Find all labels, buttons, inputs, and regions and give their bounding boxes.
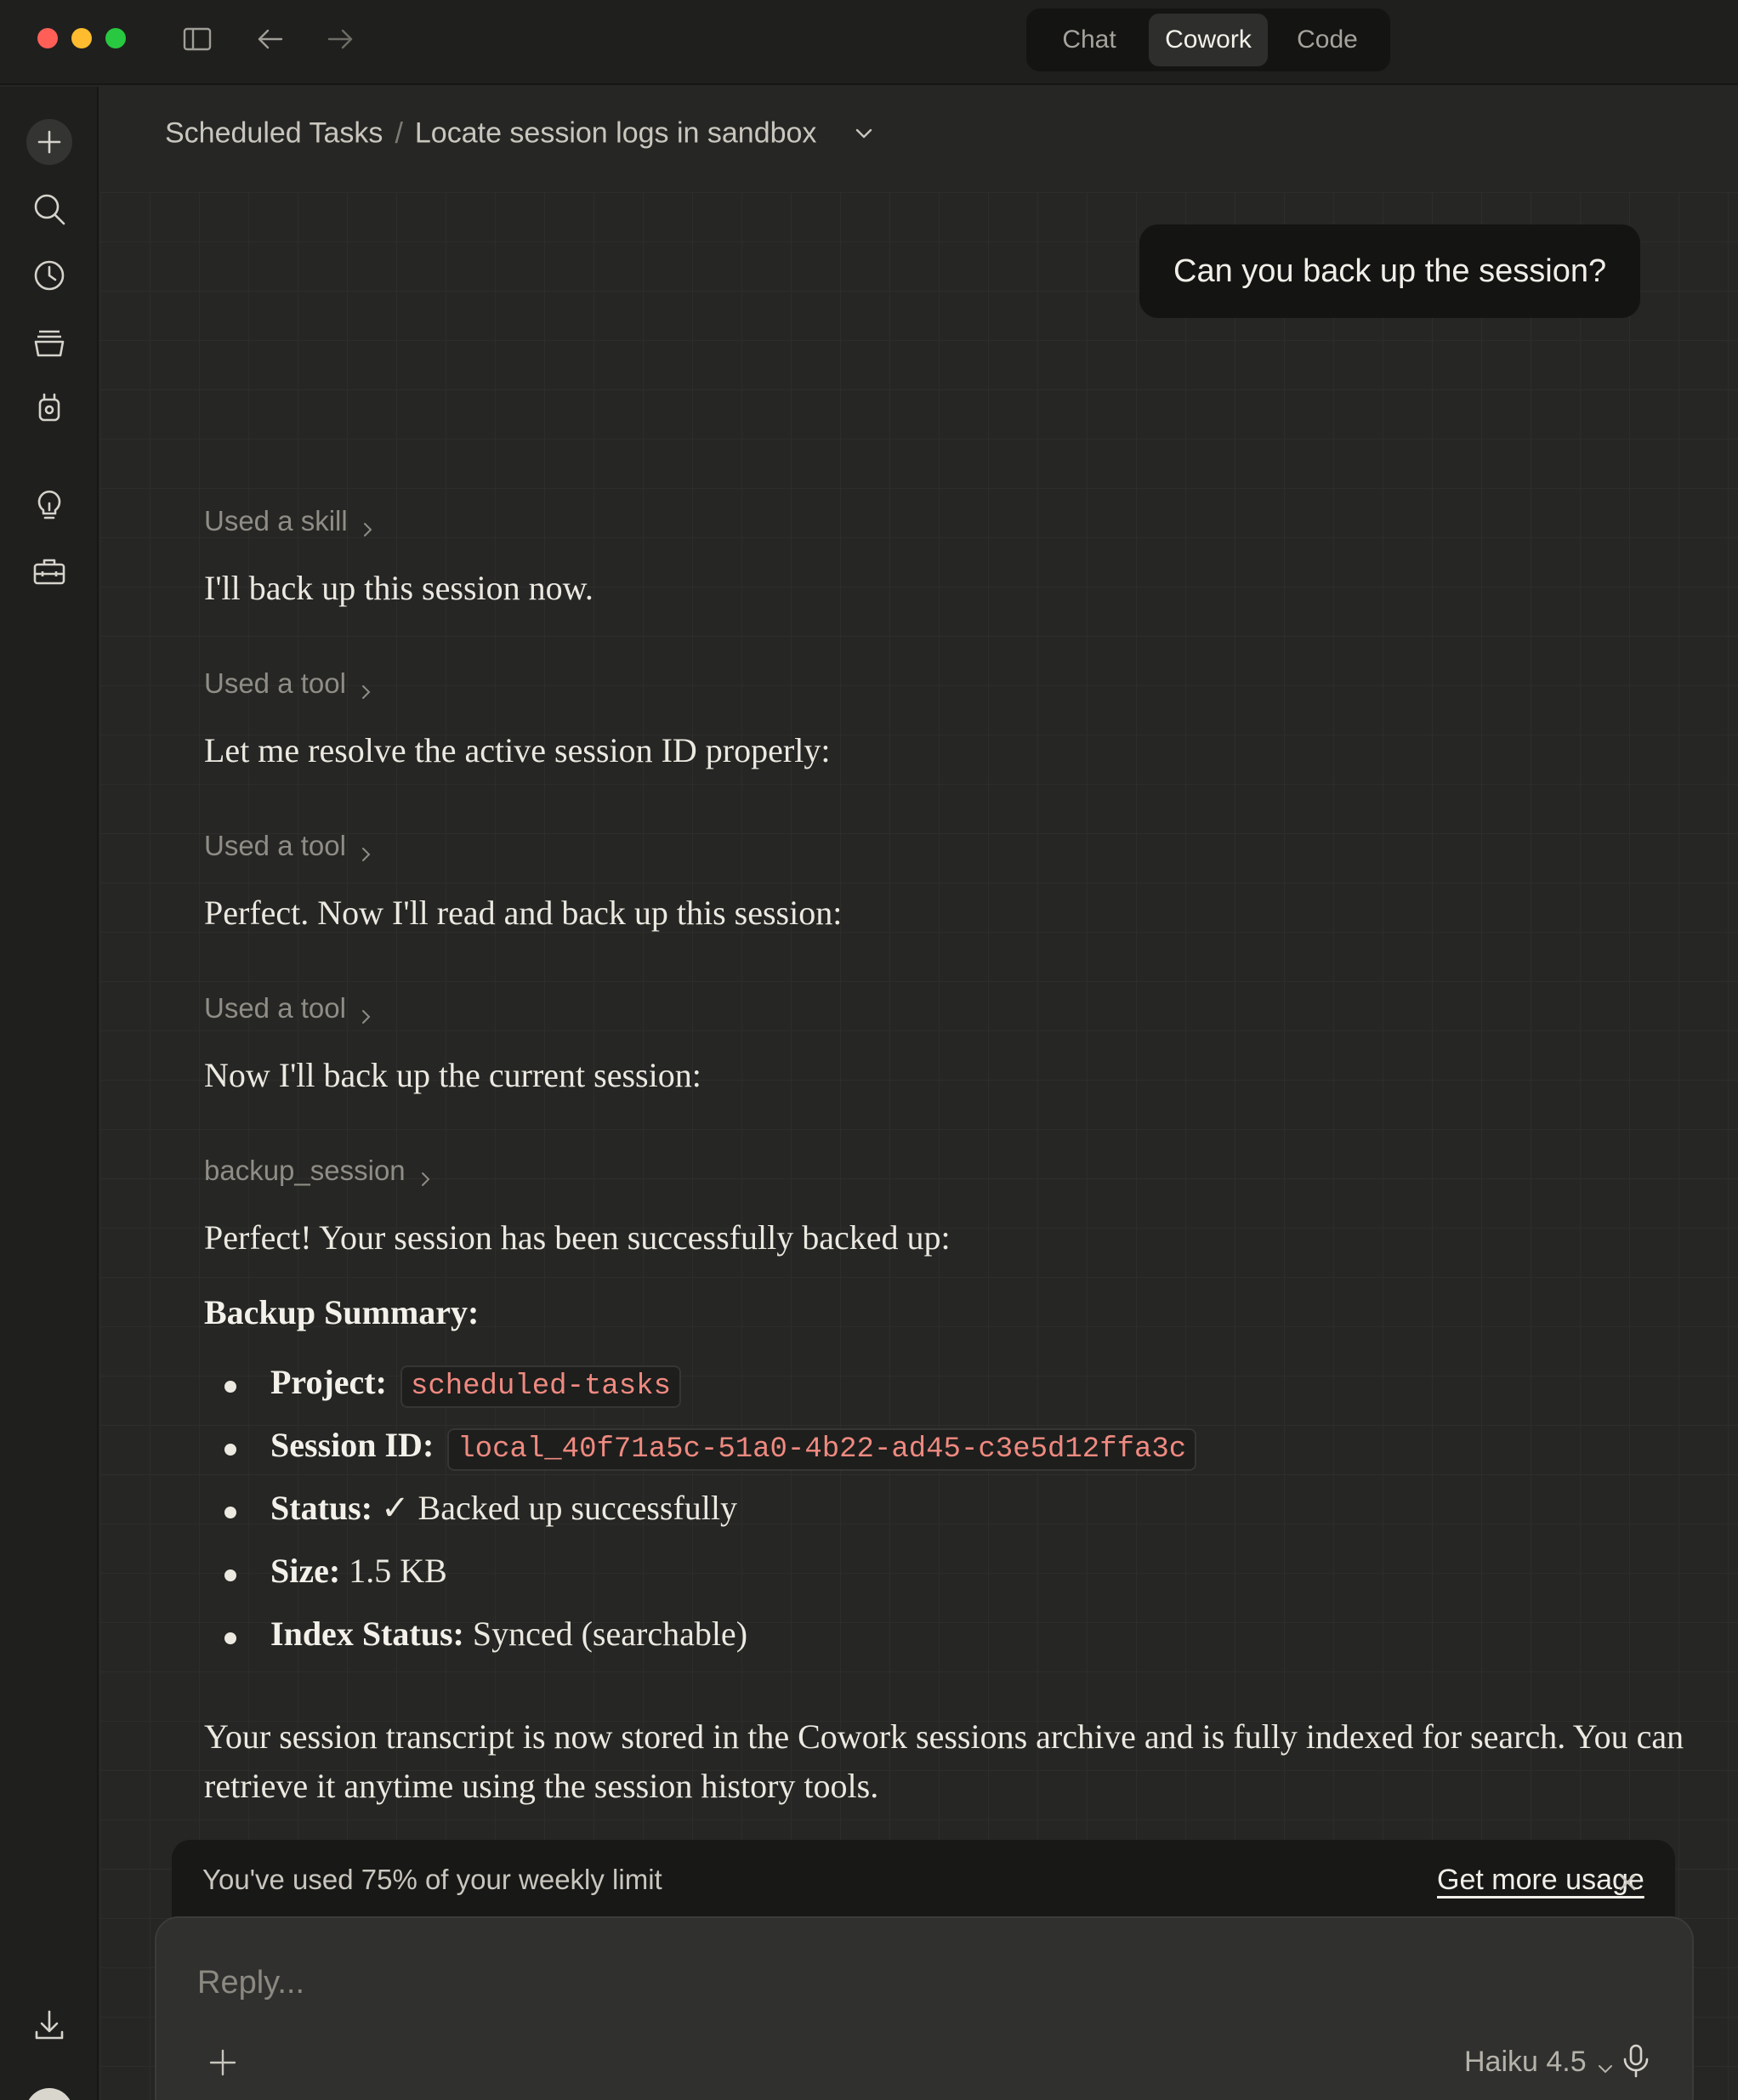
toolbox-icon[interactable] <box>29 551 70 592</box>
summary-value: Synced (searchable) <box>472 1615 748 1653</box>
breadcrumb-parent[interactable]: Scheduled Tasks <box>165 116 383 150</box>
robot-icon[interactable] <box>29 388 70 429</box>
assistant-message: I'll back up this session now. <box>204 569 594 607</box>
close-icon[interactable] <box>1612 1867 1643 1898</box>
bullet-dot <box>224 1507 236 1518</box>
assistant-message: Perfect. Now I'll read and back up this session: <box>204 894 843 932</box>
list-item <box>204 1483 1480 1546</box>
user-message: Can you back up the session? <box>1139 224 1640 318</box>
microphone-icon[interactable] <box>1616 2040 1656 2081</box>
assistant-message: Perfect! Your session has been successfully backed up: <box>204 1218 951 1257</box>
bullet-dot <box>224 1444 236 1456</box>
archive-icon[interactable] <box>29 321 70 362</box>
breadcrumb <box>165 116 879 158</box>
minimize-window-button[interactable] <box>71 28 92 48</box>
summary-key: Index Status: <box>270 1615 464 1653</box>
search-icon[interactable] <box>29 189 70 230</box>
closing-paragraph: Your session transcript is now stored in the Cowork sessions archive and is fully indexed for search. You can retrieve it anytime using the session history tools. <box>204 1717 1684 1805</box>
step-toggle-tool-2[interactable] <box>204 830 375 862</box>
tab-code[interactable]: Code <box>1297 26 1358 54</box>
summary-key: Project: <box>270 1363 387 1401</box>
get-more-usage-link[interactable]: Get more usage <box>1437 1864 1644 1896</box>
conversation-area <box>100 87 1738 2100</box>
step-label: Used a tool <box>204 992 346 1024</box>
summary-code-value: scheduled-tasks <box>400 1365 681 1408</box>
step-toggle-skill[interactable] <box>204 505 377 537</box>
list-item <box>204 1357 1480 1420</box>
assistant-message: Now I'll back up the current session: <box>204 1056 701 1094</box>
plus-icon <box>26 119 72 165</box>
bullet-dot <box>224 1569 236 1581</box>
breadcrumb-current[interactable]: Locate session logs in sandbox <box>414 116 817 150</box>
bullet-dot <box>224 1381 236 1393</box>
summary-key: Session ID: <box>270 1426 434 1464</box>
title-bar <box>0 0 1738 85</box>
step-toggle-tool-3[interactable] <box>204 992 375 1024</box>
add-attachment-icon[interactable] <box>204 2044 241 2081</box>
usage-limit-text: You've used 75% of your weekly limit <box>202 1864 662 1895</box>
header <box>100 87 1738 192</box>
back-arrow-icon[interactable] <box>253 22 287 56</box>
clock-icon[interactable] <box>29 255 70 296</box>
mode-switcher <box>1026 9 1390 71</box>
chevron-right-icon <box>416 1163 434 1182</box>
left-rail <box>0 87 99 2100</box>
chevron-right-icon <box>356 676 375 695</box>
chevron-down-icon[interactable] <box>849 118 879 149</box>
chevron-right-icon <box>358 514 377 532</box>
lightbulb-icon[interactable] <box>29 485 70 525</box>
model-name: Haiku 4.5 <box>1464 2046 1587 2078</box>
tab-cowork[interactable]: Cowork <box>1149 14 1268 66</box>
tab-chat[interactable]: Chat <box>1062 26 1116 54</box>
summary-list <box>204 1357 1480 1671</box>
summary-title: Backup Summary: <box>204 1293 480 1331</box>
summary-value: 1.5 KB <box>349 1552 447 1590</box>
step-toggle-tool-1[interactable] <box>204 667 375 700</box>
list-item <box>204 1546 1480 1609</box>
list-item <box>204 1609 1480 1671</box>
step-toggle-backup-session[interactable] <box>204 1155 434 1187</box>
chevron-down-icon <box>1595 2053 1616 2074</box>
step-label: Used a tool <box>204 830 346 861</box>
reply-composer <box>155 1916 1694 2100</box>
reply-input[interactable] <box>197 1959 1473 2006</box>
step-label: Used a tool <box>204 667 346 699</box>
close-window-button[interactable] <box>37 28 58 48</box>
chevron-right-icon <box>356 838 375 857</box>
list-item <box>204 1420 1480 1483</box>
breadcrumb-separator: / <box>395 116 403 150</box>
summary-value: ✓ Backed up successfully <box>381 1489 737 1527</box>
step-label: backup_session <box>204 1155 406 1186</box>
model-selector[interactable] <box>1464 2046 1616 2079</box>
sidebar-toggle-icon[interactable] <box>180 22 214 56</box>
bullet-dot <box>224 1632 236 1644</box>
chevron-right-icon <box>356 1001 375 1019</box>
avatar[interactable] <box>26 2088 73 2100</box>
download-icon[interactable] <box>29 2005 70 2046</box>
assistant-message: Let me resolve the active session ID properly: <box>204 731 831 769</box>
summary-key: Status: <box>270 1489 373 1527</box>
new-chat-button[interactable] <box>26 119 72 165</box>
summary-code-value: local_40f71a5c-51a0-4b22-ad45-c3e5d12ffa3c <box>447 1428 1196 1471</box>
forward-arrow-icon[interactable] <box>323 22 357 56</box>
maximize-window-button[interactable] <box>105 28 126 48</box>
step-label: Used a skill <box>204 505 348 536</box>
summary-key: Size: <box>270 1552 341 1590</box>
